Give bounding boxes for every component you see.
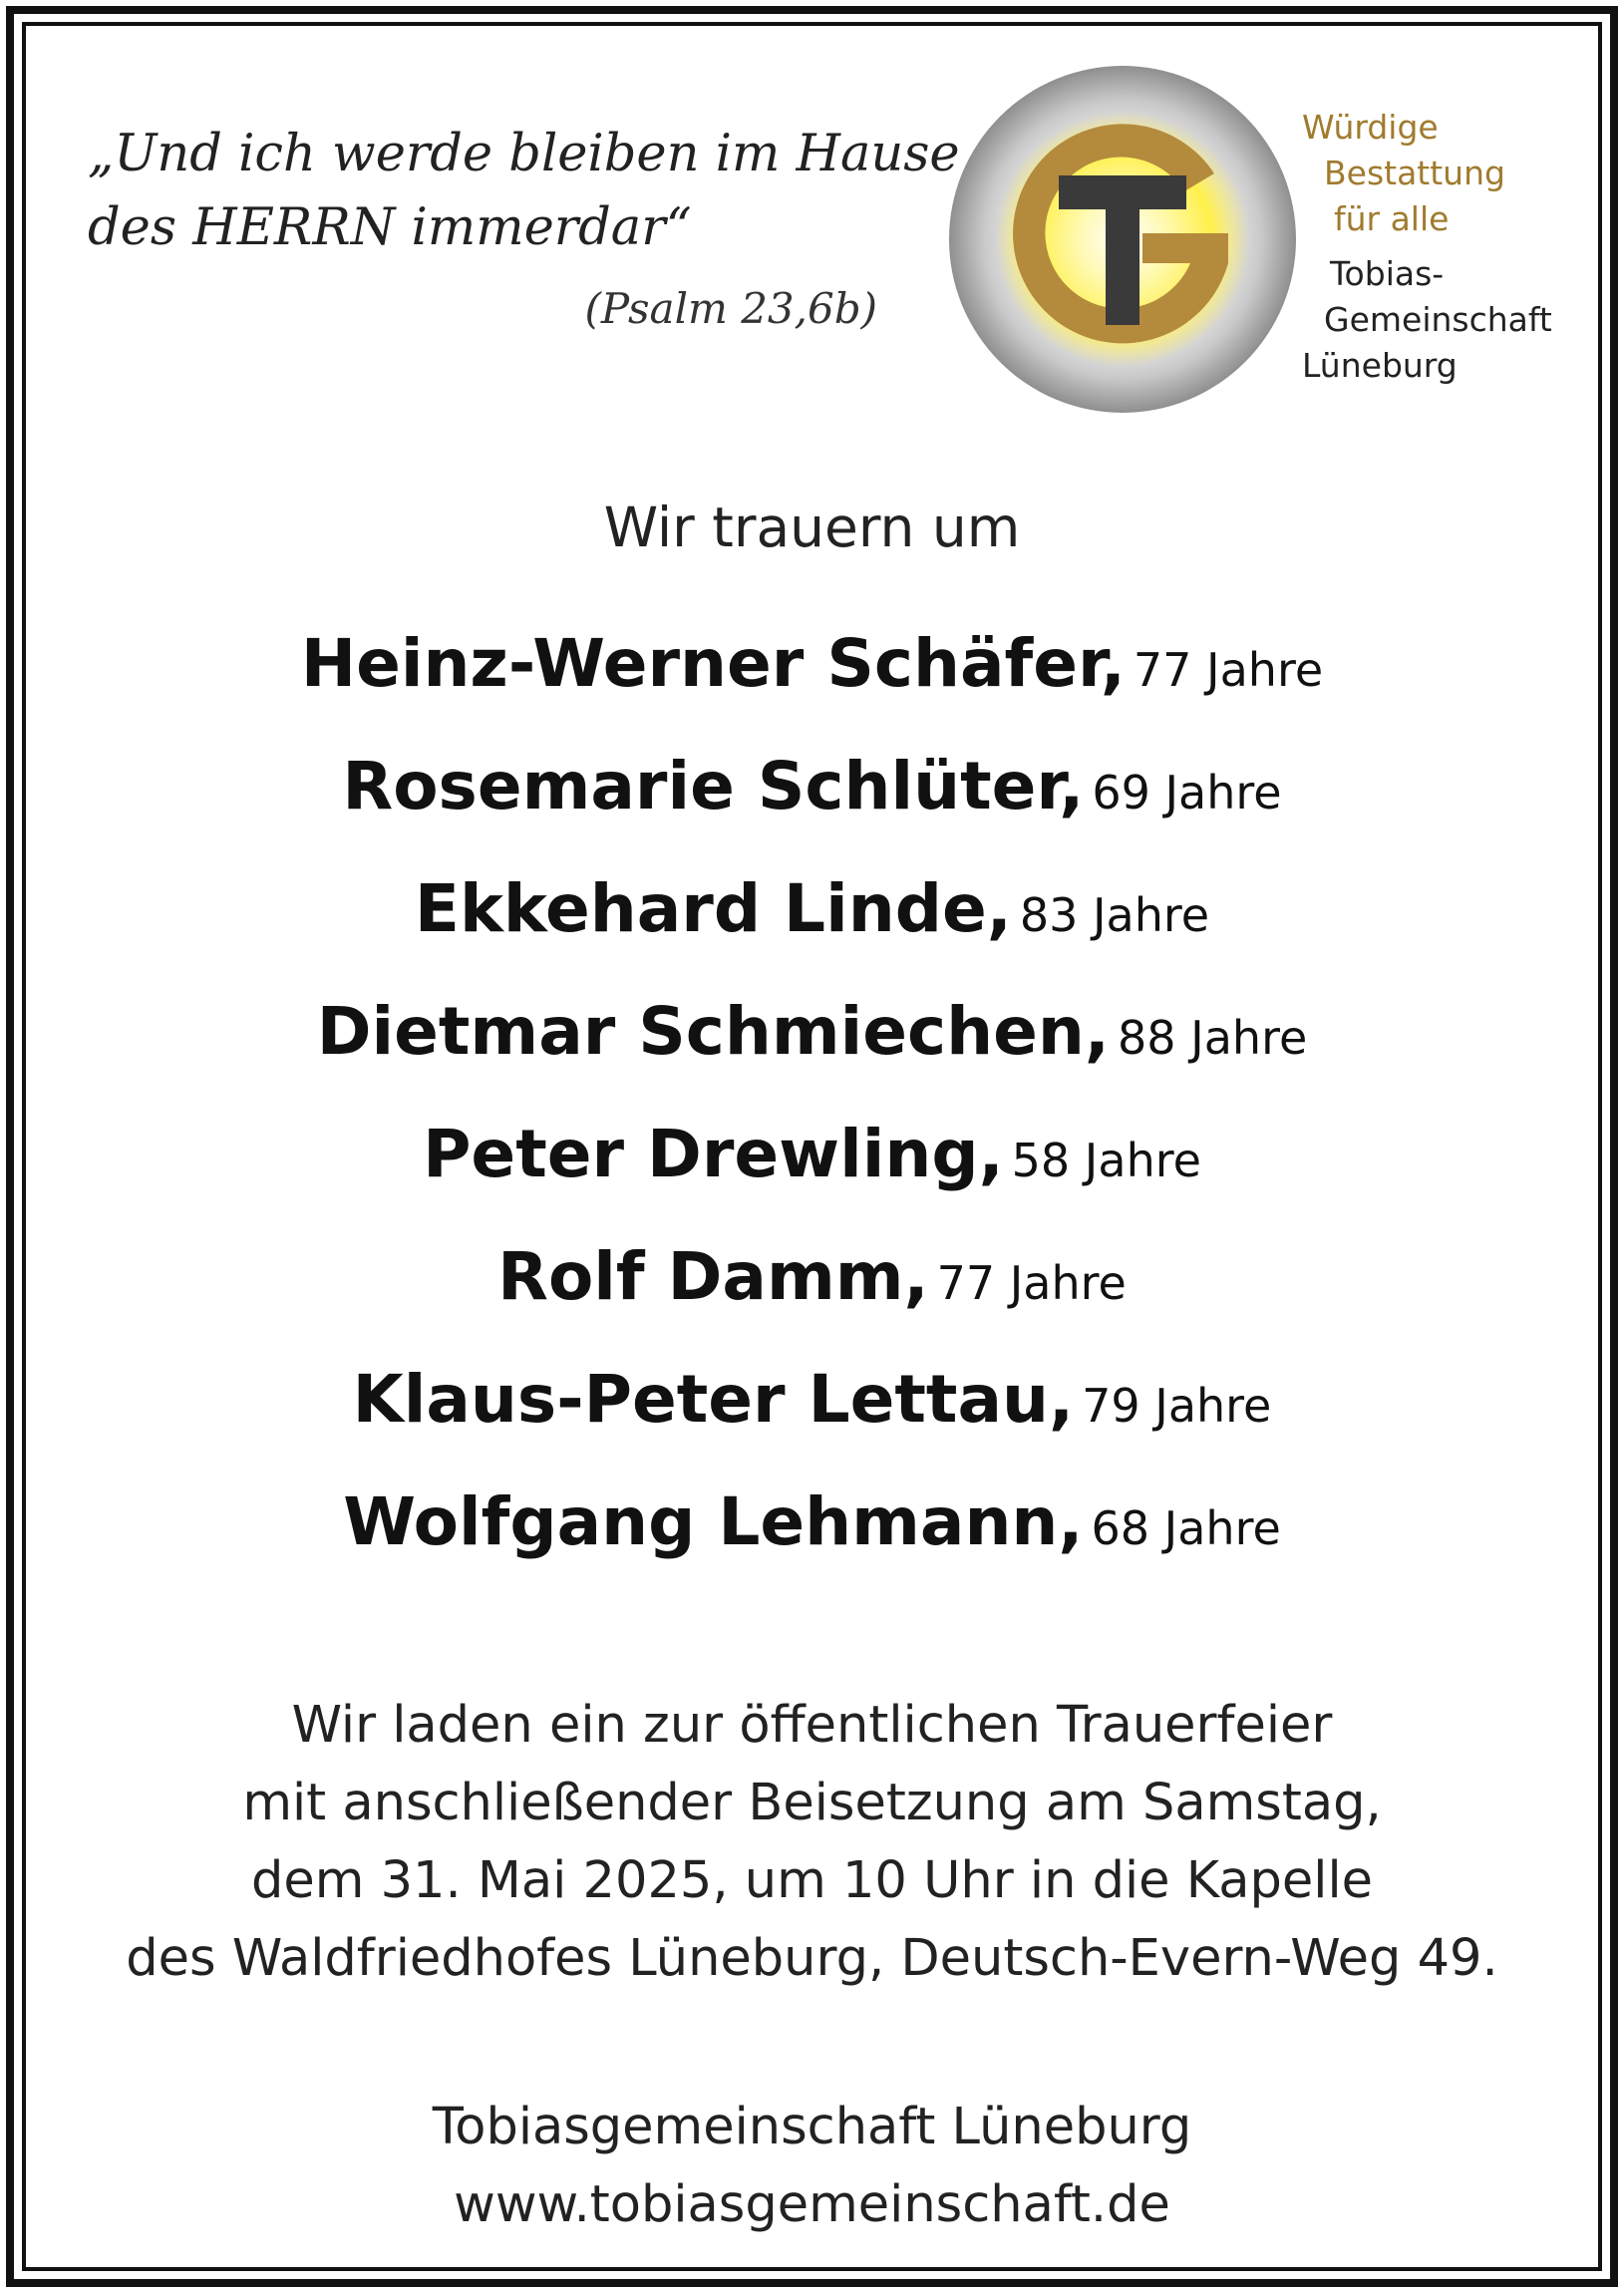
deceased-age: 79 Jahre — [1082, 1379, 1272, 1433]
tg-logo-icon — [947, 64, 1298, 415]
deceased-age: 77 Jahre — [1133, 643, 1324, 697]
deceased-age: 83 Jahre — [1019, 888, 1210, 942]
deceased-name: Rosemarie Schlüter, — [342, 748, 1085, 824]
deceased-name: Rolf Damm, — [497, 1238, 929, 1315]
footer-organization: Tobiasgemeinschaft Lüneburg — [432, 2098, 1192, 2156]
deceased-entry — [0, 1471, 1624, 1593]
org-line-3: Lüneburg — [1302, 346, 1458, 385]
deceased-entry — [0, 1103, 1624, 1225]
org-line-2: Gemeinschaft — [1324, 300, 1552, 339]
deceased-entry — [0, 1225, 1624, 1348]
org-line-1: Tobias- — [1330, 254, 1445, 293]
deceased-name: Peter Drewling, — [423, 1116, 1004, 1192]
deceased-name: Ekkehard Linde, — [414, 870, 1012, 947]
deceased-entry — [0, 1348, 1624, 1471]
invitation-line-1: Wir laden ein zur öffentlichen Trauerfeier — [291, 1696, 1333, 1755]
deceased-age: 77 Jahre — [936, 1256, 1127, 1310]
invitation-line-2: mit anschließender Beisetzung am Samstag, — [242, 1774, 1382, 1832]
deceased-name: Klaus-Peter Lettau, — [352, 1361, 1075, 1438]
funeral-invitation — [0, 1687, 1624, 1998]
logo-tagline — [1302, 105, 1505, 242]
deceased-age: 68 Jahre — [1091, 1501, 1281, 1555]
tagline-line-2: Bestattung — [1324, 154, 1505, 192]
bible-quote — [88, 118, 960, 265]
deceased-entry — [0, 857, 1624, 980]
deceased-name: Wolfgang Lehmann, — [343, 1483, 1084, 1560]
deceased-age: 58 Jahre — [1011, 1134, 1201, 1187]
tagline-line-1: Würdige — [1302, 108, 1439, 147]
mourning-intro: Wir trauern um — [603, 495, 1021, 559]
logo-organization — [1302, 251, 1552, 389]
deceased-name: Dietmar Schmiechen, — [316, 993, 1110, 1070]
invitation-line-4: des Waldfriedhofes Lüneburg, Deutsch-Evern-Weg 49. — [126, 1929, 1498, 1988]
quote-line-2: des HERRN immerdar“ — [88, 198, 692, 257]
tagline-line-3: für alle — [1334, 199, 1450, 238]
quote-line-1: „Und ich werde bleiben im Hause — [88, 125, 960, 183]
invitation-line-3: dem 31. Mai 2025, um 10 Uhr in die Kapelle — [250, 1851, 1374, 1910]
deceased-name: Heinz-Werner Schäfer, — [300, 625, 1126, 702]
deceased-entry — [0, 980, 1624, 1103]
deceased-entry — [0, 735, 1624, 857]
deceased-age: 88 Jahre — [1118, 1011, 1308, 1065]
footer — [0, 2089, 1624, 2244]
deceased-list — [0, 612, 1624, 1593]
quote-source: (Psalm 23,6b) — [584, 284, 877, 333]
footer-website-link[interactable]: www.tobiasgemeinschaft.de — [454, 2175, 1170, 2234]
deceased-age: 69 Jahre — [1092, 766, 1282, 819]
deceased-entry — [0, 612, 1624, 735]
